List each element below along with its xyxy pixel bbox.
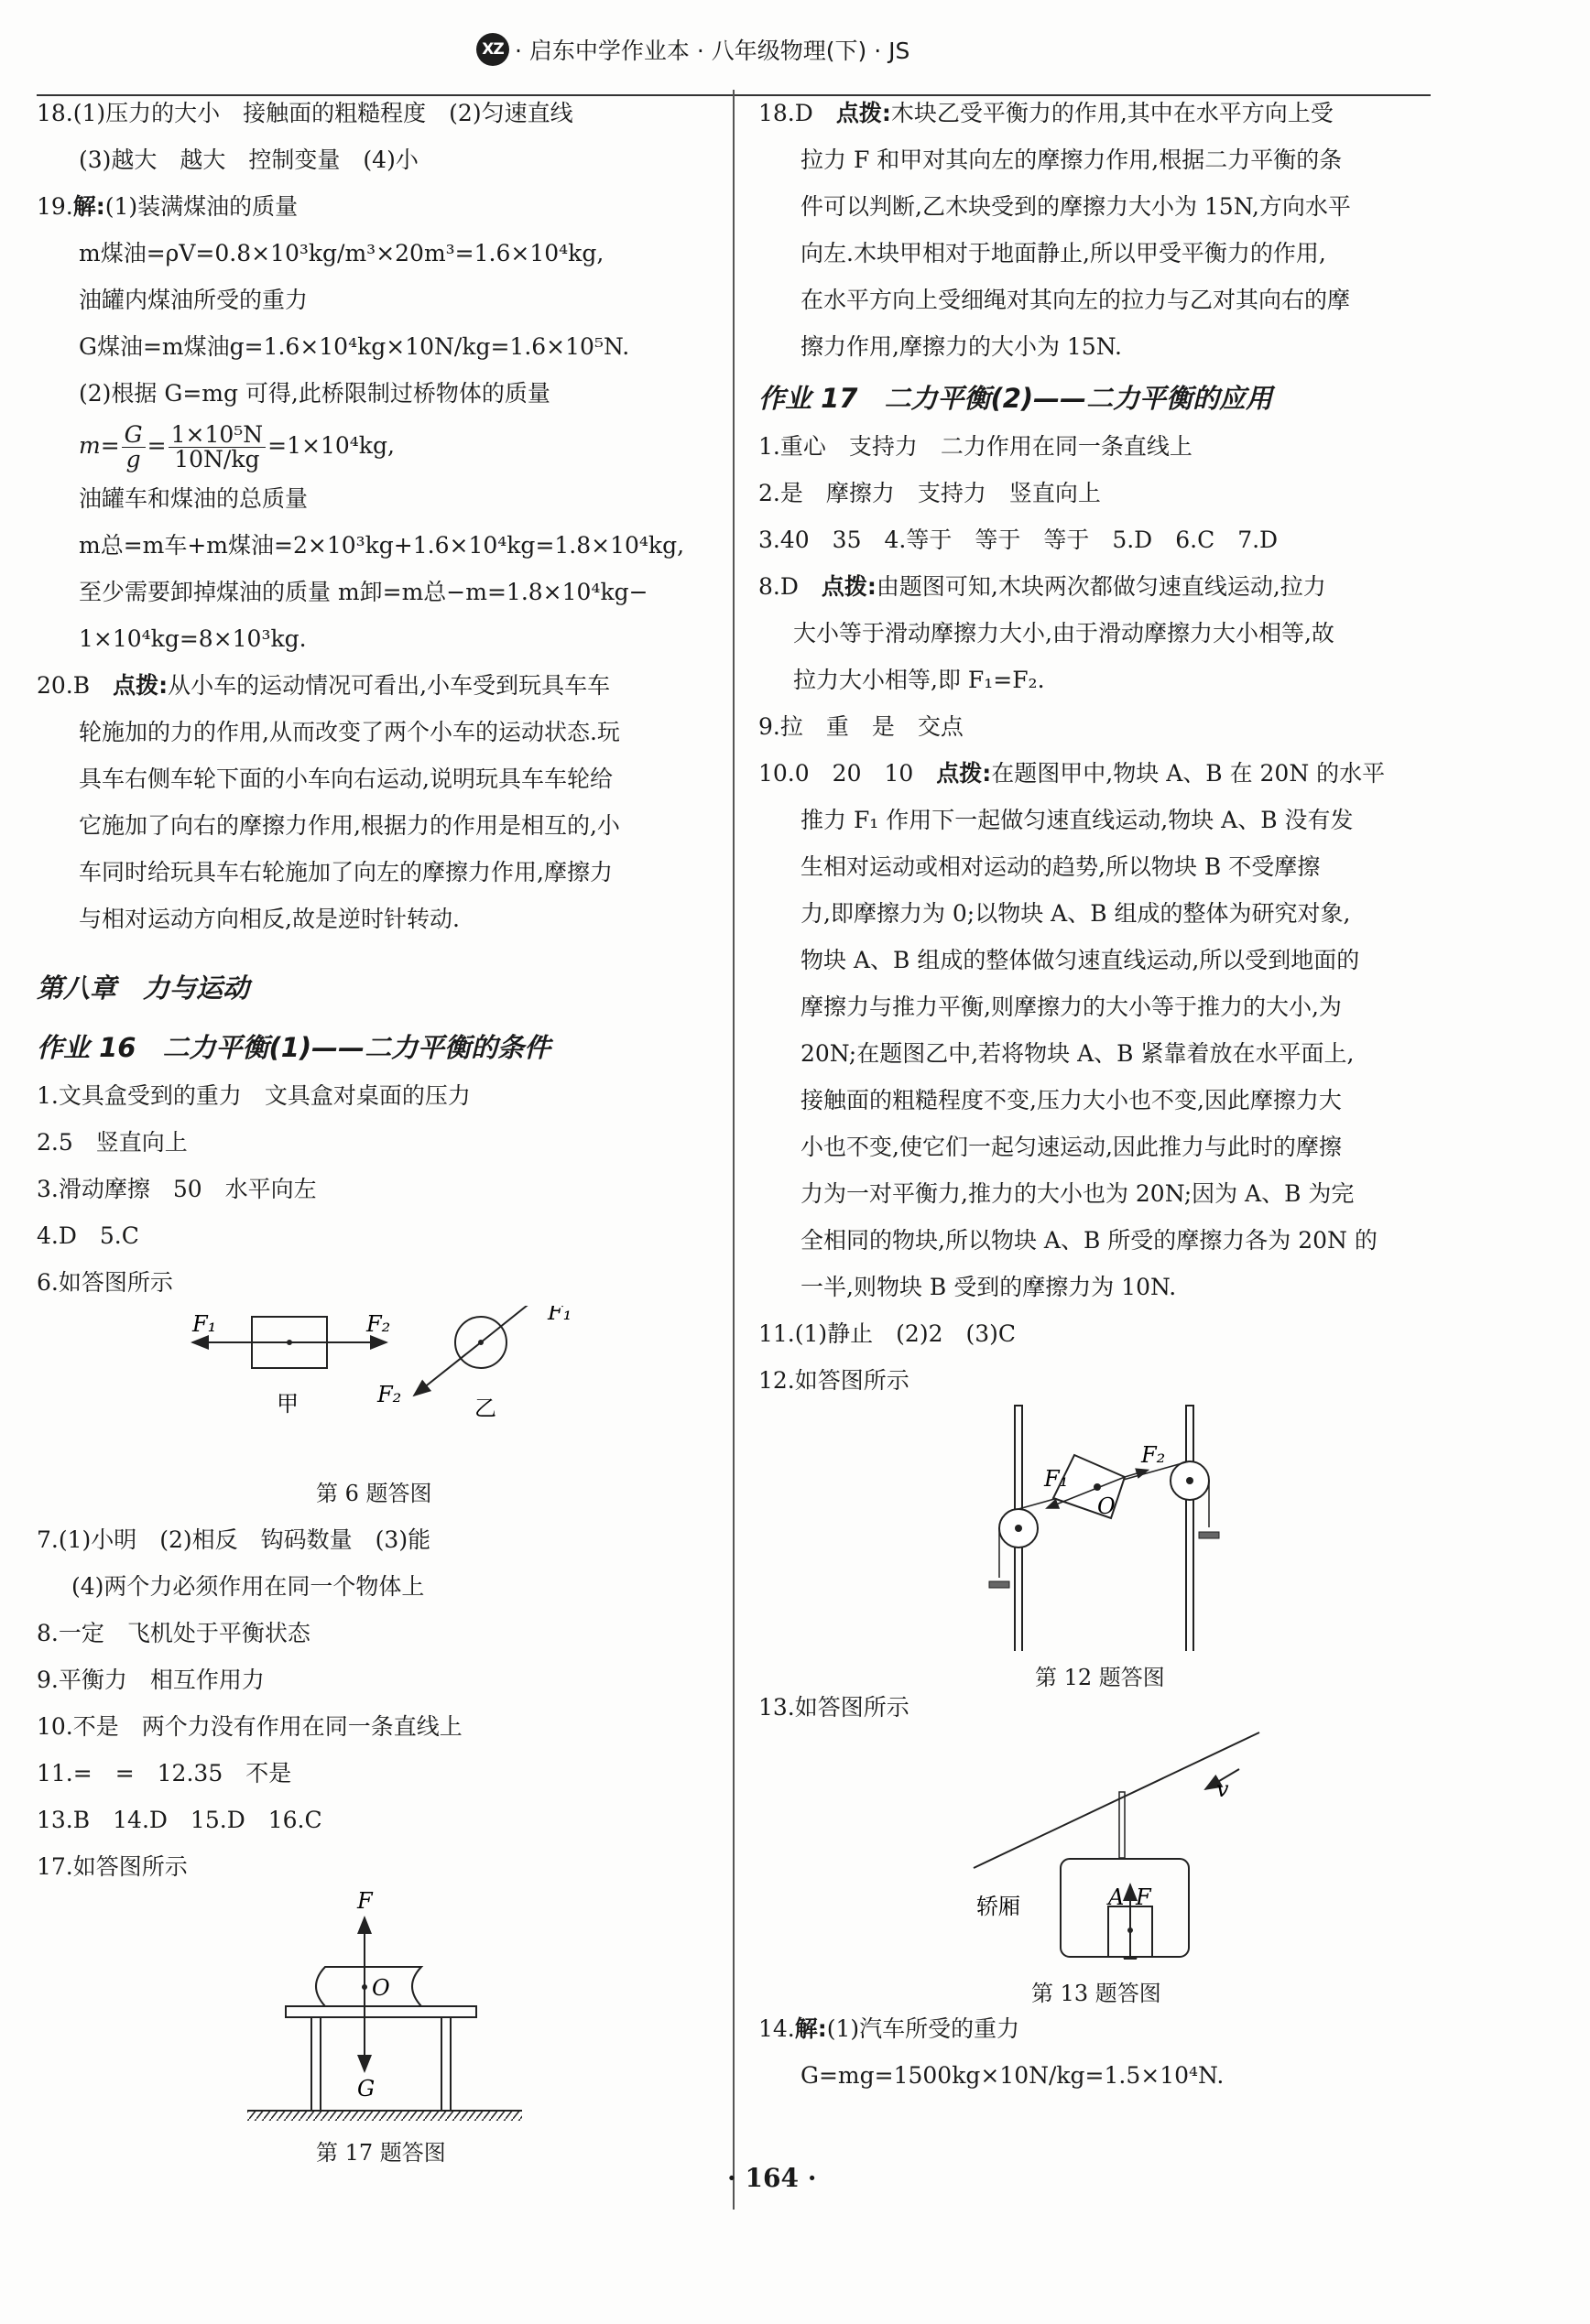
right-column [758,90,1436,2099]
figure-13 [758,1731,1436,2005]
svg-text:轿厢: 轿厢 [976,1894,1020,1919]
q18-line-1: 18.(1)压力的大小 接触面的粗糙程度 (2)匀速直线 [37,100,573,126]
q19-formula-fraction: m= $\frac{G}{g}$ = $\frac{\text{1×10⁵N}}{10N/kg}$ =1×10⁴kg, [79,421,395,472]
hw16-item-6: 6.如答图所示 [37,1269,173,1296]
q18r-line-2: 拉力 F 和甲对其向左的摩擦力作用,根据二力平衡的条 [800,147,1343,173]
q10-line-10: 力为一对平衡力,推力的大小也为 20N;因为 A、B 为完 [800,1180,1355,1207]
hw17-item-1: 1.重心 支持力 二力作用在同一条直线上 [758,433,1192,460]
solution-label: 解: [794,2015,827,2042]
hint-label: 点拨: [936,760,992,787]
figure-6-diagram [37,1306,714,1480]
svg-text:甲: 甲 [277,1391,299,1417]
fraction-g-over-g: $\frac{G}{g}$ [122,423,146,472]
q14-line-2: G=mg=1500kg×10N/kg=1.5×10⁴N. [800,2062,1225,2089]
hw16-item-1: 1.文具盒受到的重力 文具盒对桌面的压力 [37,1082,471,1109]
q20-line-3: 具车右侧车轮下面的小车向右运动,说明玩具车车轮给 [79,766,613,792]
figure-6 [37,1306,714,1516]
figure-13-caption: 第 13 题答图 [1031,1981,1161,2006]
q10-line-3: 生相对运动或相对运动的趋势,所以物块 B 不受摩擦 [800,853,1321,880]
figure-12-caption: 第 12 题答图 [1035,1665,1165,1690]
hw16-item-8: 8.一定 飞机处于平衡状态 [37,1620,310,1646]
hw16-item-2: 2.5 竖直向上 [37,1129,188,1156]
q18r-line-5: 在水平方向上受细绳对其向左的拉力与乙对其向右的摩 [800,287,1351,313]
q19-line-10: 1×10⁴kg=8×10³kg. [79,625,307,652]
svg-text:F₂: F₂ [366,1311,391,1337]
figure-17-caption: 第 17 题答图 [316,2140,446,2166]
svg-text:F: F [357,1890,373,1914]
q19-line-1: 19.解:(1)装满煤油的质量 [37,193,299,220]
q19-line-4: G煤油=m煤油g=1.6×10⁴kg×10N/kg=1.6×10⁵N. [79,333,630,360]
figure-12 [758,1404,1436,1690]
q20-line-6: 与相对运动方向相反,故是逆时针转动. [79,906,460,932]
hw16-item-7: 7.(1)小明 (2)相反 钩码数量 (3)能 [37,1526,431,1553]
q10-line-9: 小也不变,使它们一起匀速运动,因此推力与此时的摩擦 [800,1134,1342,1160]
q10-line-8: 接触面的粗糙程度不变,压力大小也不变,因此摩擦力大 [800,1087,1342,1113]
page-number: · 164 · [727,2163,817,2193]
figure-12-diagram [758,1404,1436,1651]
svg-text:F₁: F₁ [1044,1466,1069,1492]
solution-label: 解: [72,193,105,220]
svg-text:v: v [1216,1776,1229,1802]
q10-line-5: 物块 A、B 组成的整体做匀速直线运动,所以受到地面的 [800,947,1360,973]
header-title-group [476,33,909,66]
q14-line-1: 14.解:(1)汽车所受的重力 [758,2015,1020,2042]
svg-text:O: O [372,1975,390,2001]
q18r-line-4: 向左.木块甲相对于地面静止,所以甲受平衡力的作用, [800,240,1326,266]
fraction-value: $\frac{\text{1×10⁵N}}{10N/kg}$ [169,423,267,472]
q10-line-4: 力,即摩擦力为 0;以物块 A、B 组成的整体为研究对象, [800,900,1351,927]
q19-line-2: m煤油=ρV=0.8×10³kg/m³×20m³=1.6×10⁴kg, [79,240,604,266]
q10-line-7: 20N;在题图乙中,若将物块 A、B 紧靠着放在水平面上, [800,1040,1355,1067]
figure-6-caption: 第 6 题答图 [316,1481,432,1506]
chapter-title: 第八章 力与运动 [37,972,250,1004]
figure-13-diagram [758,1731,1436,1960]
q11-line: 11.(1)静止 (2)2 (3)C [758,1320,1017,1347]
q8-line-2: 大小等于滑动摩擦力大小,由于滑动摩擦力大小相等,故 [793,620,1334,646]
homework-17-title: 作业 17 二力平衡(2)——二力平衡的应用 [758,383,1273,414]
svg-text:F₂: F₂ [1141,1442,1166,1468]
q18r-line-3: 件可以判断,乙木块受到的摩擦力大小为 15N,方向水平 [800,193,1351,220]
hw17-item-2: 2.是 摩擦力 支持力 竖直向上 [758,480,1101,506]
q10-line-12: 一半,则物块 B 受到的摩擦力为 10N. [800,1274,1177,1300]
column-divider [733,90,735,2210]
hw16-item-9: 9.平衡力 相互作用力 [37,1667,265,1693]
q19-line-9: 至少需要卸掉煤油的质量 m卸=m总−m=1.8×10⁴kg− [79,579,648,605]
homework-16-title: 作业 16 二力平衡(1)——二力平衡的条件 [37,1032,551,1063]
q20-line-1: 20.B 点拨:从小车的运动情况可看出,小车受到玩具车车 [37,672,611,699]
svg-text:O: O [1097,1493,1116,1519]
q10-line-6: 摩擦力与推力平衡,则摩擦力的大小等于推力的大小,为 [800,994,1342,1020]
q19-line-8: m总=m车+m煤油=2×10³kg+1.6×10⁴kg=1.8×10⁴kg, [79,532,685,559]
figure-17-diagram [37,1890,714,2137]
hint-label: 点拨: [835,100,891,126]
q19-line-5: (2)根据 G=mg 可得,此桥限制过桥物体的质量 [79,380,550,407]
q18r-line-6: 擦力作用,摩擦力的大小为 15N. [800,333,1122,360]
hint-label: 点拨: [113,672,169,699]
svg-text:F: F [1136,1884,1151,1910]
hw16-item-11-12: 11.= = 12.35 不是 [37,1760,292,1786]
left-column [37,90,714,2183]
q10-line-2: 推力 F₁ 作用下一起做匀速直线运动,物块 A、B 没有发 [800,807,1354,833]
svg-text:F₁: F₁ [548,1306,572,1325]
hw16-item-10: 10.不是 两个力没有作用在同一条直线上 [37,1713,463,1740]
q20-line-4: 它施加了向右的摩擦力作用,根据力的作用是相互的,小 [79,812,620,839]
q20-line-2: 轮施加的力的作用,从而改变了两个小车的运动状态.玩 [79,719,620,745]
svg-text:乙: 乙 [474,1395,496,1421]
q9-line: 9.拉 重 是 交点 [758,713,964,740]
hw16-item-17: 17.如答图所示 [37,1853,188,1880]
header-title: · 启东中学作业本 · 八年级物理(下) · JS [515,38,910,64]
hw16-item-13-16: 13.B 14.D 15.D 16.C [37,1807,322,1833]
hw16-item-7-cont: (4)两个力必须作用在同一个物体上 [71,1573,425,1600]
figure-17 [37,1890,714,2183]
svg-text:G: G [357,2076,376,2101]
q19-line-7: 油罐车和煤油的总质量 [79,485,309,512]
hw17-item-3-7: 3.40 35 4.等于 等于 等于 5.D 6.C 7.D [758,527,1279,553]
q18r-line-1: 18.D 点拨:木块乙受平衡力的作用,其中在水平方向上受 [758,100,1334,126]
q13-line: 13.如答图所示 [758,1694,909,1721]
q10-line-1: 10.0 20 10 点拨:在题图甲中,物块 A、B 在 20N 的水平 [758,760,1386,787]
hw16-item-4: 4.D 5.C [37,1222,139,1249]
page-header [0,26,1590,71]
svg-text:A: A [1108,1884,1125,1910]
q18-line-2: (3)越大 越大 控制变量 (4)小 [79,147,419,173]
q8-line-3: 拉力大小相等,即 F₁=F₂. [793,667,1045,693]
q12-line: 12.如答图所示 [758,1367,909,1394]
q19-line-3: 油罐内煤油所受的重力 [79,287,309,313]
q10-line-11: 全相同的物块,所以物块 A、B 所受的摩擦力各为 20N 的 [800,1227,1378,1254]
publisher-logo-icon: XZ [476,33,509,66]
svg-text:F₂: F₂ [377,1382,402,1407]
hint-label: 点拨: [821,573,877,600]
q8-line-1: 8.D 点拨:由题图可知,木块两次都做匀速直线运动,拉力 [758,573,1326,600]
svg-text:F₁: F₁ [192,1311,217,1337]
hw16-item-3: 3.滑动摩擦 50 水平向左 [37,1176,317,1202]
q20-line-5: 车同时给玩具车右轮施加了向左的摩擦力作用,摩擦力 [79,859,613,885]
